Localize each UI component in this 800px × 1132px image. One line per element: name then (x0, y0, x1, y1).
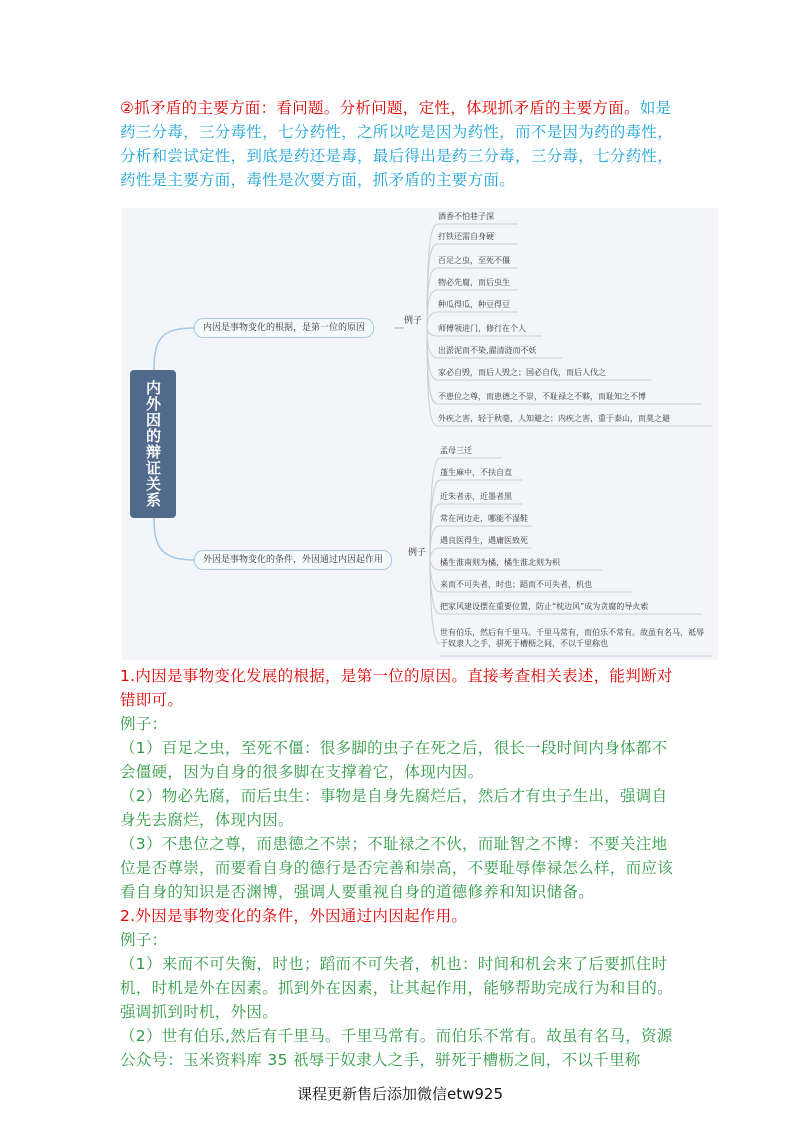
intro-heading: ②抓矛盾的主要方面：看问题。分析问题，定性，体现抓矛盾的主要方面。 (120, 99, 640, 117)
mindmap-branch-internal (194, 318, 374, 338)
leaf-internal-2: 打铁还需自身硬 (438, 232, 494, 241)
content-sections (120, 664, 680, 1072)
intro-body: 如是药三分毒，三分毒性，七分药性，之所以吃是因为药性，而不是因为药的毒性，分析和尝试定性，到底是药还是毒，最后得出是药三分毒，三分毒，七分药性，药性是主要方面，毒性是次要方面，抓矛盾的主要方面。 (120, 99, 674, 189)
section1-heading: 1.内因是事物变化发展的根据，是第一位的原因。直接考查相关表述，能判断对错即可。 (120, 667, 673, 709)
mindmap-root-label: 内外因的辩证关系 (144, 380, 162, 508)
section1-item-1: （1）百足之虫，至死不僵：很多脚的虫子在死之后，很长一段时间内身体都不会僵硬，因为自身的很多脚在支撑着它，体现内因。 (120, 739, 668, 781)
branch-internal-tag: 例子 (404, 316, 423, 326)
branch-external-tag: 例子 (408, 548, 427, 558)
leaf-internal-5: 种瓜得瓜，种豆得豆 (438, 300, 510, 309)
intro-paragraph (120, 96, 680, 192)
mindmap-connectors (122, 208, 718, 660)
leaf-internal-3: 百足之虫，至死不僵 (438, 256, 510, 265)
mindmap-root (130, 370, 176, 518)
leaf-external-2: 蓬生麻中，不扶自直 (440, 468, 512, 477)
leaf-internal-7: 出淤泥而不染,濯清涟而不妖 (438, 346, 537, 355)
section2-heading: 2.外因是事物变化的条件，外因通过内因起作用。 (120, 907, 468, 925)
section2-item-1: （1）来而不可失衡，时也；蹈而不可失者，机也：时间和机会来了后要抓住时机，时机是外在因素。抓到外在因素，让其起作用，能够帮助完成行为和目的。强调抓到时机，外因。 (120, 955, 674, 1021)
leaf-internal-4: 物必先腐，而后虫生 (438, 278, 510, 287)
leaf-external-6: 橘生淮南则为橘，橘生淮北则为枳 (440, 558, 560, 567)
leaf-internal-6: 师傅领进门，修行在个人 (438, 324, 526, 333)
leaf-external-9: 世有伯乐，然后有千里马。千里马常有，而伯乐不常有。故虽有名马，祗辱于奴隶人之手，骈死于槽枥之间，不以千里称也 (440, 628, 704, 648)
leaf-internal-8: 家必自毁，而后人毁之；国必自伐，而后人伐之 (438, 368, 606, 377)
leaf-internal-9: 不患位之尊，而患德之不崇，不耻禄之不夥，而耻知之不博 (438, 392, 646, 401)
branch-internal-label: 内因是事物变化的根据，是第一位的原因 (203, 323, 366, 333)
leaf-external-3: 近朱者赤，近墨者黑 (440, 492, 512, 501)
section1-item-2: （2）物必先腐，而后虫生：事物是自身先腐烂后，然后才有虫子生出，强调自身先去腐烂，体现内因。 (120, 787, 668, 829)
leaf-internal-10: 外疾之害，轻于秋毫，人知避之；内疾之害，重于泰山，而莫之避 (438, 414, 670, 423)
leaf-internal-1: 酒香不怕巷子深 (438, 212, 494, 221)
mindmap-branch-external (194, 550, 392, 570)
branch-external-label: 外因是事物变化的条件，外因通过内因起作用 (203, 555, 384, 565)
page-footer: 课程更新售后添加微信etw925 (296, 1085, 503, 1103)
section2-examples-label: 例子： (120, 931, 168, 949)
section1-item-3: （3）不患位之尊，而患德之不崇；不耻禄之不伙，而耻智之不博：不要关注地位是否尊崇，而要看自身的德行是否完善和崇高，不要耻辱俸禄怎么样，而应该看自身的知识是否渊博，强调人要重视自身的道德修养和知识储备。 (120, 835, 674, 901)
leaf-external-8: 把家风建设摆在重要位置，防止“枕边风”成为贪腐的导火索 (440, 602, 649, 611)
leaf-external-1: 孟母三迁 (440, 446, 472, 455)
leaf-external-7: 来而不可失者，时也；蹈而不可失者，机也 (440, 580, 592, 589)
mindmap (122, 208, 718, 660)
section1-examples-label: 例子： (120, 715, 168, 733)
section2-item-2: （2）世有伯乐,然后有千里马。千里马常有。而伯乐不常有。故虽有名马，资源公众号：玉米资料库 35 祇辱于奴隶人之手，骈死于槽枥之间，不以千里称 (120, 1027, 673, 1069)
leaf-external-4: 常在河边走，哪能不湿鞋 (440, 514, 528, 523)
leaf-external-5: 遇良医得生，遇庸医致死 (440, 536, 528, 545)
